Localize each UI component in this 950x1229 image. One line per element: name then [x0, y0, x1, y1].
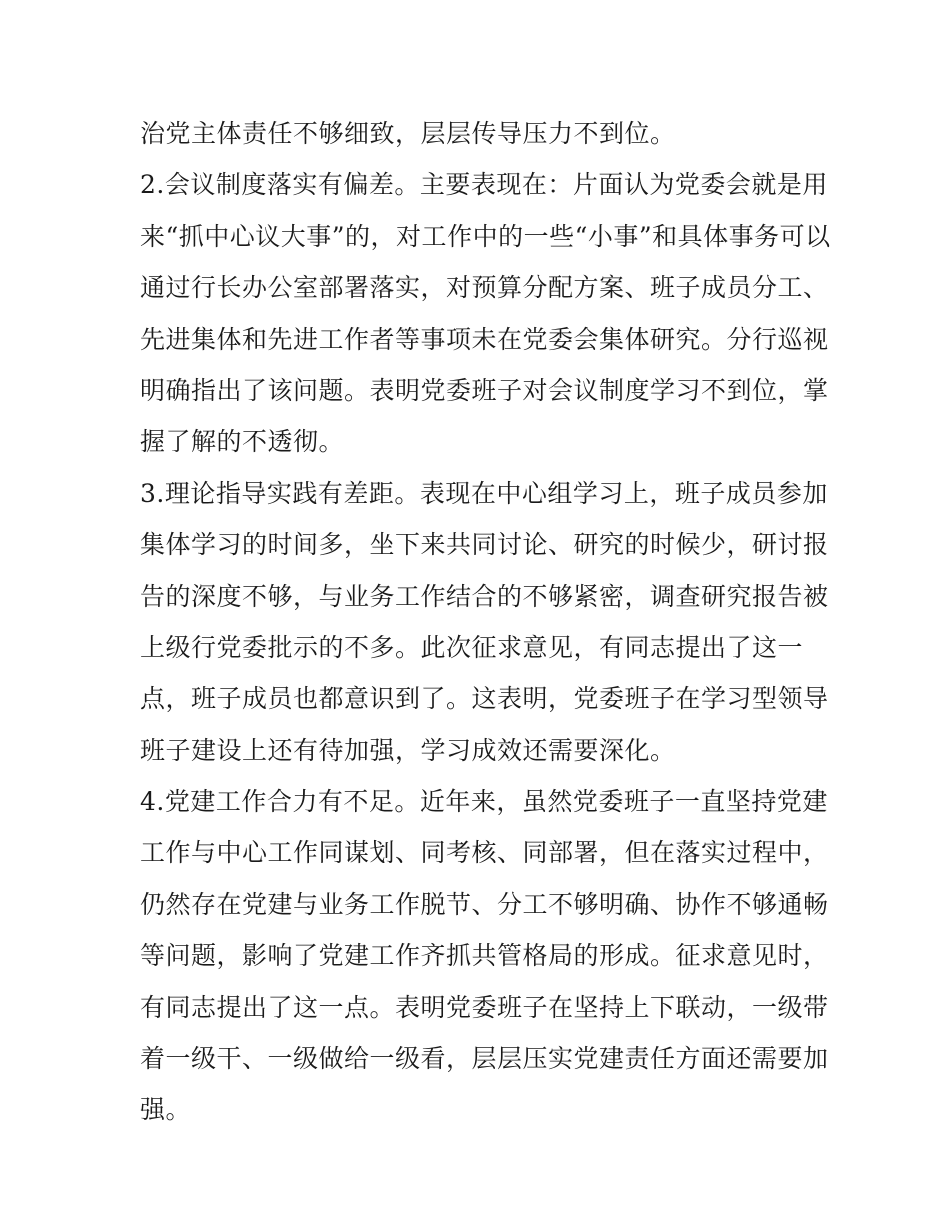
text-line: 工作与中心工作同谋划、同考核、同部署，但在落实过程中，	[140, 838, 829, 868]
text-line: 上级行党委批示的不多。此次征求意见，有同志提出了这一	[140, 632, 804, 662]
text-line: 先进集体和先进工作者等事项未在党委会集体研究。分行巡视	[140, 324, 829, 354]
text-line: 班子建设上还有待加强，学习成效还需要深化。	[140, 735, 676, 765]
text-line: 集体学习的时间多，坐下来共同讨论、研究的时候少，研讨报	[140, 530, 829, 560]
text-line: 3.理论指导实践有差距。表现在中心组学习上，班子成员参加	[140, 478, 828, 508]
text-line: 2.会议制度落实有偏差。主要表现在：片面认为党委会就是用	[140, 170, 828, 200]
text-line: 点，班子成员也都意识到了。这表明，党委班子在学习型领导	[140, 684, 829, 714]
text-line: 治党主体责任不够细致，层层传导压力不到位。	[140, 119, 676, 148]
text-line: 等问题，影响了党建工作齐抓共管格局的形成。征求意见时，	[140, 941, 829, 971]
text-line: 强。	[140, 1095, 192, 1125]
text-line: 仍然存在党建与业务工作脱节、分工不够明确、协作不够通畅	[140, 889, 829, 919]
body-text	[140, 108, 831, 1136]
text-line: 告的深度不够，与业务工作结合的不够紧密，调查研究报告被	[140, 581, 829, 611]
text-line: 有同志提出了这一点。表明党委班子在坚持上下联动，一级带	[140, 992, 829, 1022]
text-line: 通过行长办公室部署落实，对预算分配方案、班子成员分工、	[140, 273, 829, 303]
text-line: 握了解的不透彻。	[140, 427, 345, 457]
text-line: 明确指出了该问题。表明党委班子对会议制度学习不到位，掌	[140, 375, 829, 405]
text-line: 4.党建工作合力有不足。近年来，虽然党委班子一直坚持党建	[140, 787, 828, 817]
text-line: 着一级干、一级做给一级看，层层压实党建责任方面还需要加	[140, 1044, 829, 1074]
text-line: 来“抓中心议大事”的，对工作中的一些“小事”和具体事务可以	[140, 221, 831, 251]
